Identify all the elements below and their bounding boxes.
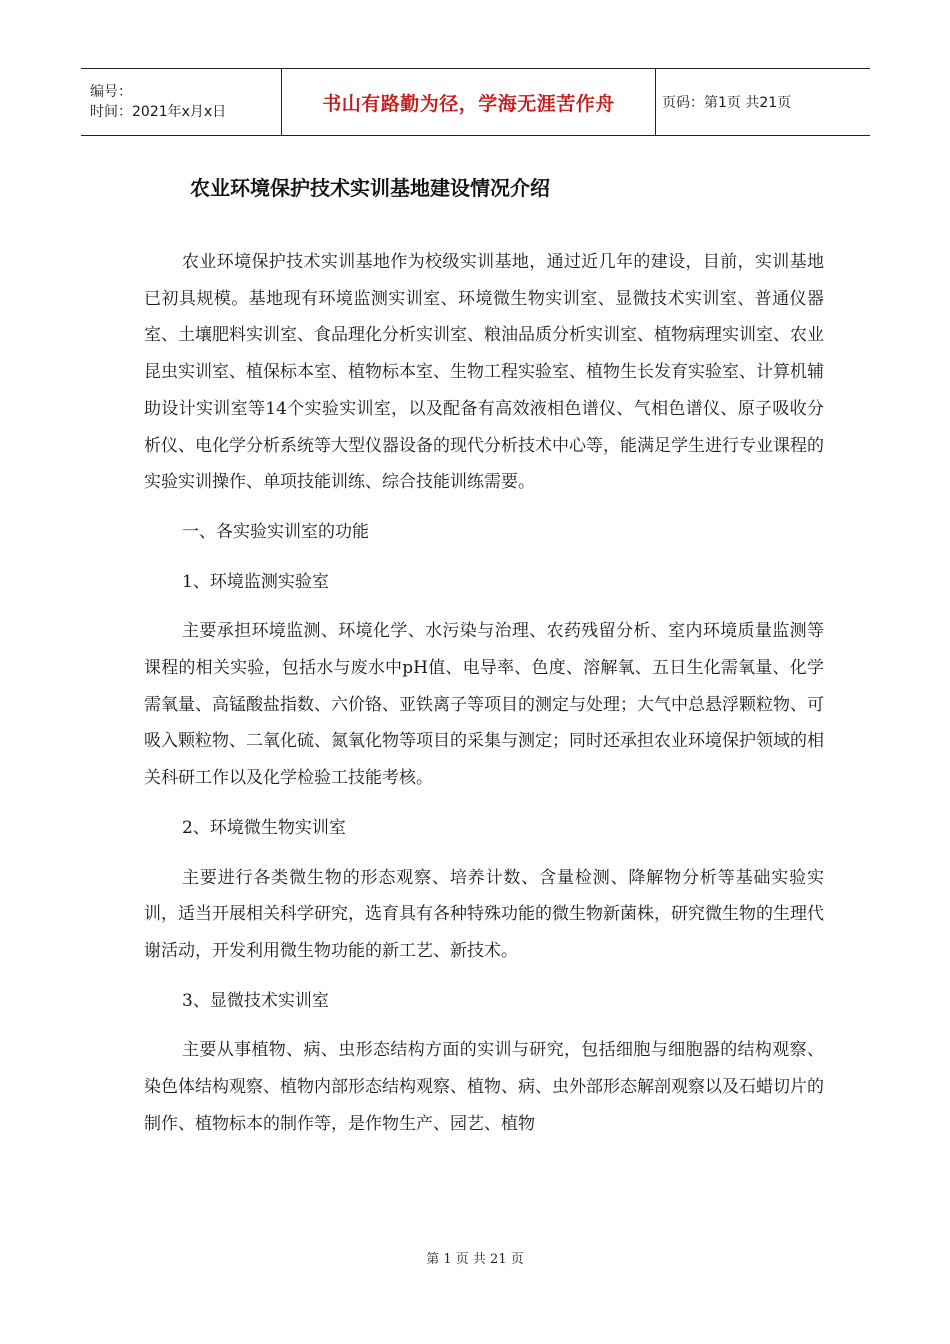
section-heading: 一、各实验实训室的功能 xyxy=(182,521,369,542)
page-footer: 第 1 页 共 21 页 xyxy=(426,1252,524,1267)
document-title: 农业环境保护技术实训基地建设情况介绍 xyxy=(190,176,550,200)
header-motto-cell xyxy=(281,69,656,135)
motto-text: 书山有路勤为径，学海无涯苦作舟 xyxy=(322,92,615,115)
document-body xyxy=(144,244,824,1155)
body-paragraph: 农业环境保护技术实训基地作为校级实训基地，通过近几年的建设，目前，实训基地已初具规模。基地现有环境监测实训室、环境微生物实训室、显微技术实训室、普通仪器室、土壤肥料实训室、食品理化分析实训室、粮油品质分析实训室、植物病理实训室、农业昆虫实训室、植保标本室、植物标本室、生物工程实验室、植物生长发育实验室、计算机辅助设计实训室等14个实验实训室，以及配备有高效液相色谱仪、气相色谱仪、原子吸收分析仪、电化学分析系统等大型仪器设备的现代分析技术中心等，能满足学生进行专业课程的实验实训操作、单项技能训练、综合技能训练需要。 xyxy=(144,252,824,493)
number-label: 编号： xyxy=(90,84,132,100)
page-info: 页码：第1页 共21页 xyxy=(662,95,792,111)
subsection-heading: 1、环境监测实验室 xyxy=(182,571,329,592)
body-paragraph: 主要从事植物、病、虫形态结构方面的实训与研究，包括细胞与细胞器的结构观察、染色体结构观察、植物内部形态结构观察、植物、病、虫外部形态解剖观察以及石蜡切片的制作、植物标本的制作等，是作物生产、园艺、植物 xyxy=(144,1040,824,1134)
document-header xyxy=(81,68,870,136)
date-label: 时间：2021年x月x日 xyxy=(90,104,227,120)
subsection-heading: 2、环境微生物实训室 xyxy=(182,817,346,838)
header-meta xyxy=(81,69,281,135)
body-paragraph: 主要进行各类微生物的形态观察、培养计数、含量检测、降解物分析等基础实验实训，适当开展相关科学研究，选育具有各种特殊功能的微生物新菌株，研究微生物的生理代谢活动，开发利用微生物功能的新工艺、新技术。 xyxy=(144,867,824,961)
body-paragraph: 主要承担环境监测、环境化学、水污染与治理、农药残留分析、室内环境质量监测等课程的相关实验，包括水与废水中pH值、电导率、色度、溶解氧、五日生化需氧量、化学需氧量、高锰酸盐指数、六价铬、亚铁离子等项目的测定与处理；大气中总悬浮颗粒物、可吸入颗粒物、二氧化硫、氮氧化物等项目的采集与测定；同时还承担农业环境保护领域的相关科研工作以及化学检验工技能考核。 xyxy=(144,621,824,789)
subsection-heading: 3、显微技术实训室 xyxy=(182,990,329,1011)
header-page-cell xyxy=(656,69,870,135)
